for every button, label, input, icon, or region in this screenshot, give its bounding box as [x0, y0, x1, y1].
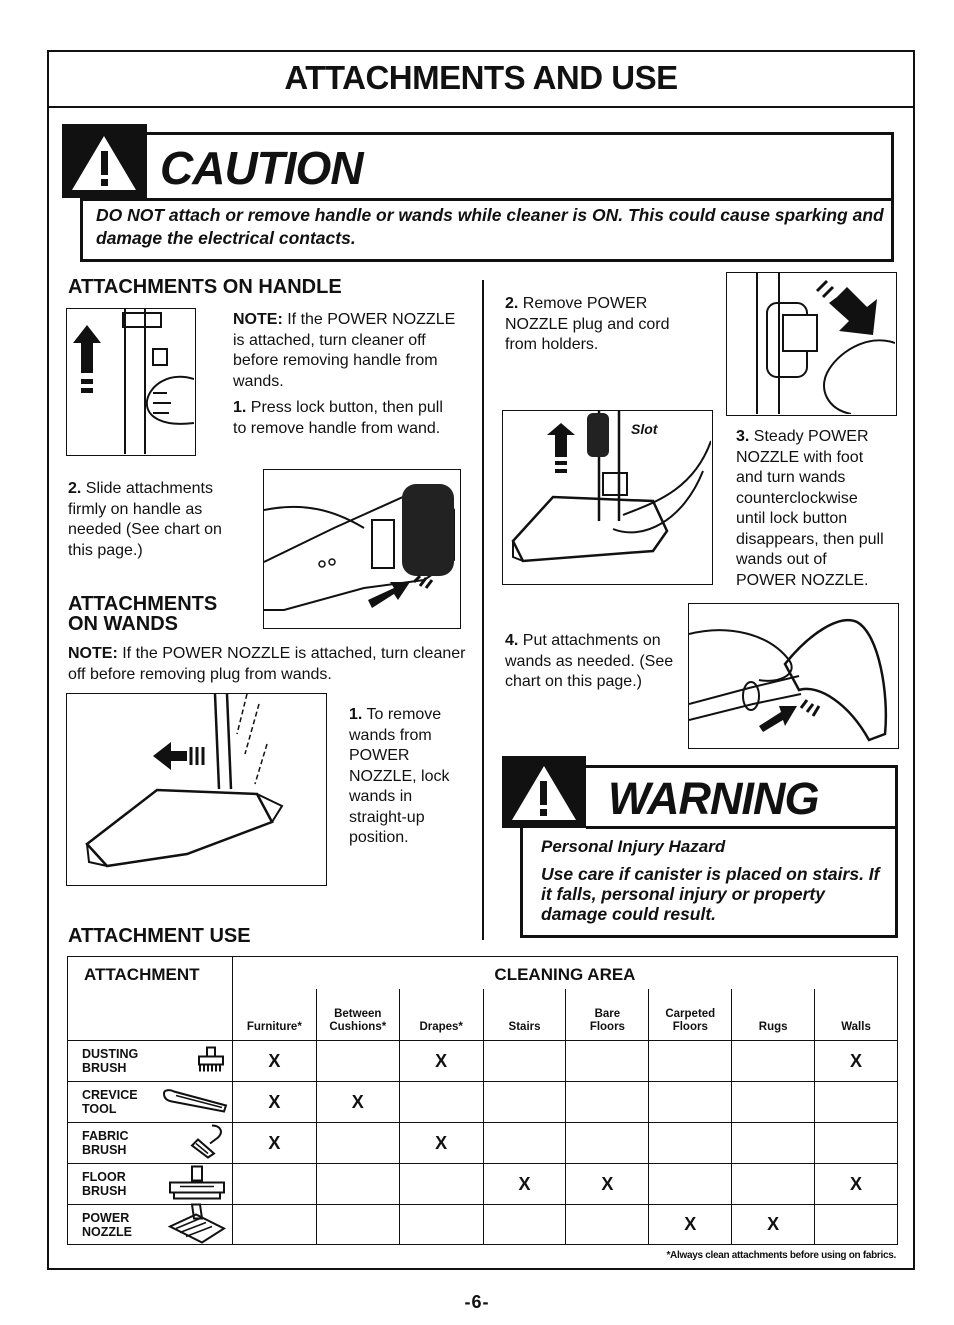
- usage-cell: [483, 1205, 566, 1245]
- wands-step-1-text: To remove wands from POWER NOZZLE, lock wands in straight-up position.: [349, 706, 450, 846]
- attachment-use-heading: ATTACHMENT USE: [68, 925, 251, 947]
- nozzle-step-2: [505, 294, 705, 356]
- attachment-name: CREVICE TOOL: [82, 1088, 138, 1116]
- usage-cell: X: [649, 1205, 732, 1245]
- handle-section-heading: ATTACHMENTS ON HANDLE: [68, 276, 342, 298]
- caution-rule: [80, 198, 894, 201]
- handle-note-label: NOTE:: [233, 311, 283, 328]
- attachment-name-cell: [68, 1205, 233, 1245]
- fabric-brush-icon: [188, 1124, 228, 1163]
- usage-cell: X: [399, 1123, 483, 1164]
- usage-cell: [732, 1041, 815, 1082]
- usage-cell: [815, 1123, 898, 1164]
- col-stairs: Stairs: [483, 989, 566, 1041]
- attachment-name: FABRIC BRUSH: [82, 1129, 129, 1157]
- usage-cell: [316, 1205, 399, 1245]
- usage-cell: X: [566, 1164, 649, 1205]
- handle-note: [233, 310, 458, 392]
- warning-heading: WARNING: [608, 773, 819, 824]
- usage-cell: X: [232, 1082, 316, 1123]
- handle-step-2-number: 2.: [68, 480, 82, 497]
- warning-triangle-icon: [502, 756, 586, 828]
- col-carpeted-floors-label: Carpeted Floors: [665, 1008, 716, 1033]
- crevice-tool-icon: [162, 1088, 228, 1117]
- attachment-use-table: [67, 956, 898, 1245]
- nozzle-step-3: [736, 427, 886, 591]
- nozzle-step-2-number: 2.: [505, 295, 519, 312]
- wands-step-1-number: 1.: [349, 706, 363, 723]
- usage-cell: [316, 1164, 399, 1205]
- usage-cell: X: [732, 1205, 815, 1245]
- usage-cell: [566, 1041, 649, 1082]
- nozzle-step-3-text: Steady POWER NOZZLE with foot and turn wands counterclockwise until lock button disappears, then pull wands out of POWER NOZZLE.: [736, 428, 884, 589]
- dusting-brush-icon: [194, 1046, 228, 1077]
- wands-section-heading: [68, 594, 217, 634]
- attachment-name: DUSTING BRUSH: [82, 1047, 139, 1075]
- usage-cell: [232, 1205, 316, 1245]
- col-drapes: Drapes*: [399, 989, 483, 1041]
- figure-remove-handle: [66, 308, 196, 456]
- col-bare-floors: [566, 989, 649, 1041]
- usage-cell: [649, 1082, 732, 1123]
- cleaning-area-header: CLEANING AREA: [232, 957, 897, 989]
- warning-text: Use care if canister is placed on stairs. If it falls, personal injury or property damage could result.: [541, 864, 880, 924]
- col-between-cushions: [316, 989, 399, 1041]
- usage-cell: [483, 1041, 566, 1082]
- warning-subheading: Personal Injury Hazard: [541, 837, 726, 856]
- usage-cell: [566, 1205, 649, 1245]
- usage-cell: X: [316, 1082, 399, 1123]
- usage-cell: [399, 1164, 483, 1205]
- usage-cell: [232, 1164, 316, 1205]
- figure-remove-plug: [726, 272, 897, 416]
- attachment-name-cell: [68, 1041, 233, 1082]
- wands-heading-line-1: ATTACHMENTS: [68, 593, 218, 615]
- warning-rule: [586, 826, 898, 829]
- usage-cell: [483, 1082, 566, 1123]
- usage-cell: [732, 1123, 815, 1164]
- nozzle-step-3-number: 3.: [736, 428, 750, 445]
- usage-cell: X: [232, 1041, 316, 1082]
- usage-cell: [566, 1123, 649, 1164]
- handle-step-2: [68, 479, 248, 561]
- caution-text: DO NOT attach or remove handle or wands while cleaner is ON. This could cause sparking and damage the electrical contacts.: [96, 205, 884, 248]
- wands-step-4: [505, 631, 680, 693]
- page-title: ATTACHMENTS AND USE: [284, 59, 678, 96]
- attachment-name-cell: [68, 1082, 233, 1123]
- col-walls: Walls: [815, 989, 898, 1041]
- wands-step-4-text: Put attachments on wands as needed. (See chart on this page.): [505, 632, 674, 690]
- usage-cell: [732, 1082, 815, 1123]
- usage-cell: X: [232, 1123, 316, 1164]
- usage-cell: [316, 1041, 399, 1082]
- power-nozzle-icon: [166, 1202, 228, 1247]
- attachment-column-header: ATTACHMENT: [68, 957, 233, 1041]
- col-furniture: Furniture*: [232, 989, 316, 1041]
- usage-cell: [732, 1164, 815, 1205]
- caution-heading: CAUTION: [160, 142, 363, 194]
- usage-cell: X: [815, 1041, 898, 1082]
- table-row: [68, 1123, 898, 1164]
- warning-signal-block: [502, 756, 586, 828]
- figure-remove-wands: [66, 693, 327, 886]
- usage-cell: X: [815, 1164, 898, 1205]
- table-row: [68, 1041, 898, 1082]
- usage-cell: [815, 1205, 898, 1245]
- caution-signal-block: [62, 124, 147, 198]
- handle-step-1: [233, 398, 458, 439]
- figure-put-attachment: [688, 603, 899, 749]
- table-footnote: *Always clean attachments before using on fabrics.: [666, 1250, 896, 1261]
- wands-note-label: NOTE:: [68, 645, 118, 662]
- attachment-name: FLOOR BRUSH: [82, 1170, 127, 1198]
- usage-cell: [399, 1082, 483, 1123]
- page-number: -6-: [464, 1292, 490, 1312]
- figure-slide-attachment: [263, 469, 461, 629]
- usage-cell: [316, 1123, 399, 1164]
- table-row: [68, 1164, 898, 1205]
- slot-label: Slot: [631, 421, 658, 437]
- usage-cell: [399, 1205, 483, 1245]
- wands-step-1: [349, 705, 464, 849]
- usage-cell: [649, 1123, 732, 1164]
- table-row: [68, 1082, 898, 1123]
- table-row: [68, 1205, 898, 1245]
- usage-cell: X: [399, 1041, 483, 1082]
- handle-note-text: If the POWER NOZZLE is attached, turn cleaner off before removing handle from wands.: [233, 311, 456, 390]
- handle-step-1-text: Press lock button, then pull to remove handle from wand.: [233, 399, 443, 437]
- column-divider: [482, 280, 484, 940]
- wands-note-text: If the POWER NOZZLE is attached, turn cleaner off before removing plug from wands.: [68, 645, 466, 683]
- col-rugs: Rugs: [732, 989, 815, 1041]
- col-carpeted-floors: [649, 989, 732, 1041]
- usage-cell: [649, 1164, 732, 1205]
- warning-triangle-icon: [62, 124, 147, 198]
- attachment-name: POWER NOZZLE: [82, 1210, 132, 1239]
- attachment-name-cell: [68, 1164, 233, 1205]
- floor-brush-icon: [166, 1165, 228, 1204]
- col-between-cushions-label: Between Cushions*: [329, 1008, 387, 1033]
- col-bare-floors-label: Bare Floors: [589, 1008, 625, 1033]
- usage-cell: [649, 1041, 732, 1082]
- attachment-name-cell: [68, 1123, 233, 1164]
- handle-step-2-text: Slide attachments firmly on handle as needed (See chart on this page.): [68, 480, 222, 559]
- page-title-bar: [47, 50, 915, 108]
- wands-step-4-number: 4.: [505, 632, 519, 649]
- wands-note: [68, 644, 468, 685]
- usage-cell: [483, 1123, 566, 1164]
- figure-steady-nozzle: [502, 410, 713, 585]
- usage-cell: [566, 1082, 649, 1123]
- handle-step-1-number: 1.: [233, 399, 247, 416]
- usage-cell: [815, 1082, 898, 1123]
- nozzle-step-2-text: Remove POWER NOZZLE plug and cord from holders.: [505, 295, 670, 353]
- attachment-use-rows: [68, 1041, 898, 1245]
- usage-cell: X: [483, 1164, 566, 1205]
- wands-heading-line-2: ON WANDS: [68, 613, 178, 635]
